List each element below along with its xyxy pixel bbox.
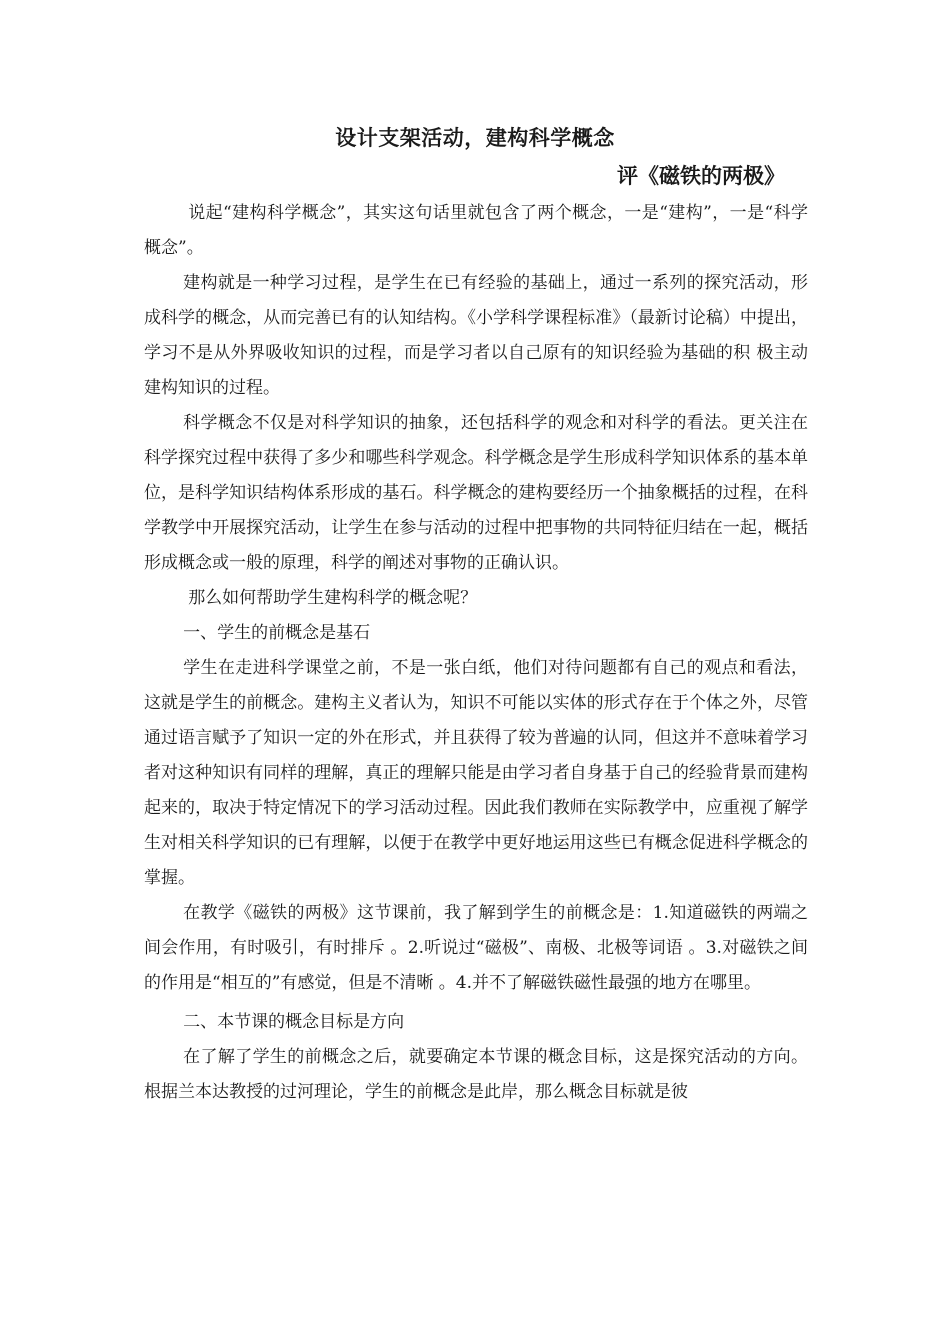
document-subtitle: 评《磁铁的两极》: [617, 164, 785, 188]
paragraph-science-concept: 科学概念不仅是对科学知识的抽象，还包括科学的观念和对科学的看法。更关注在科学探究过程中获得了多少和哪些科学观念。科学概念是学生形成科学知识体系的基本单位，是科学知识结构体系形成的基石。科学概念的建构要经历一个抽象概括的过程，在科学教学中开展探究活动，让学生在参与活动的过程中把事物的共同特征归结在一起，概括形成概念或一般的原理，科学的阐述对事物的正确认识。: [144, 413, 808, 573]
paragraph-intro: 说起“建构科学概念”，其实这句话里就包含了两个概念，一是“建构”，一是“科学概念”。: [144, 203, 808, 258]
document-title: 设计支架活动，建构科学概念: [335, 126, 615, 150]
section-heading-1: 一、学生的前概念是基石: [183, 623, 371, 643]
paragraph-construction: 建构就是一种学习过程，是学生在已有经验的基础上，通过一系列的探究活动，形成科学的概念，从而完善已有的认知结构。《小学科学课程标准》（最新讨论稿）中提出，学习不是从外界吸收知识的过程，而是学习者以自己原有的知识经验为基础的积 极主动建构知识的过程。: [144, 273, 808, 398]
paragraph-lesson-example: 在教学《磁铁的两极》这节课前，我了解到学生的前概念是：1.知道磁铁的两端之间会作用，有时吸引，有时排斥 。2.听说过“磁极”、南极、北极等词语 。3.对磁铁之间的作用是“相互的”有感觉，但是不清晰 。4.并不了解磁铁磁性最强的地方在哪里。: [144, 903, 808, 993]
paragraph-goal: 在了解了学生的前概念之后，就要确定本节课的概念目标，这是探究活动的方向。根据兰本达教授的过河理论，学生的前概念是此岸，那么概念目标就是彼: [144, 1047, 808, 1102]
paragraph-question: 那么如何帮助学生建构科学的概念呢？: [188, 588, 478, 608]
paragraph-preconception: 学生在走进科学课堂之前，不是一张白纸，他们对待问题都有自己的观点和看法，这就是学生的前概念。建构主义者认为，知识不可能以实体的形式存在于个体之外，尽管通过语言赋予了知识一定的外在形式，并且获得了较为普遍的认同，但这并不意味着学习者对这种知识有同样的理解，真正的理解只能是由学习者自身基于自己的经验背景而建构起来的，取决于特定情况下的学习活动过程。因此我们教师在实际教学中，应重视了解学生对相关科学知识的已有理解，以便于在教学中更好地运用这些已有概念促进科学概念的掌握。: [144, 658, 808, 888]
document-body: [144, 196, 808, 1110]
section-heading-2: 二、本节课的概念目标是方向: [183, 1012, 405, 1032]
